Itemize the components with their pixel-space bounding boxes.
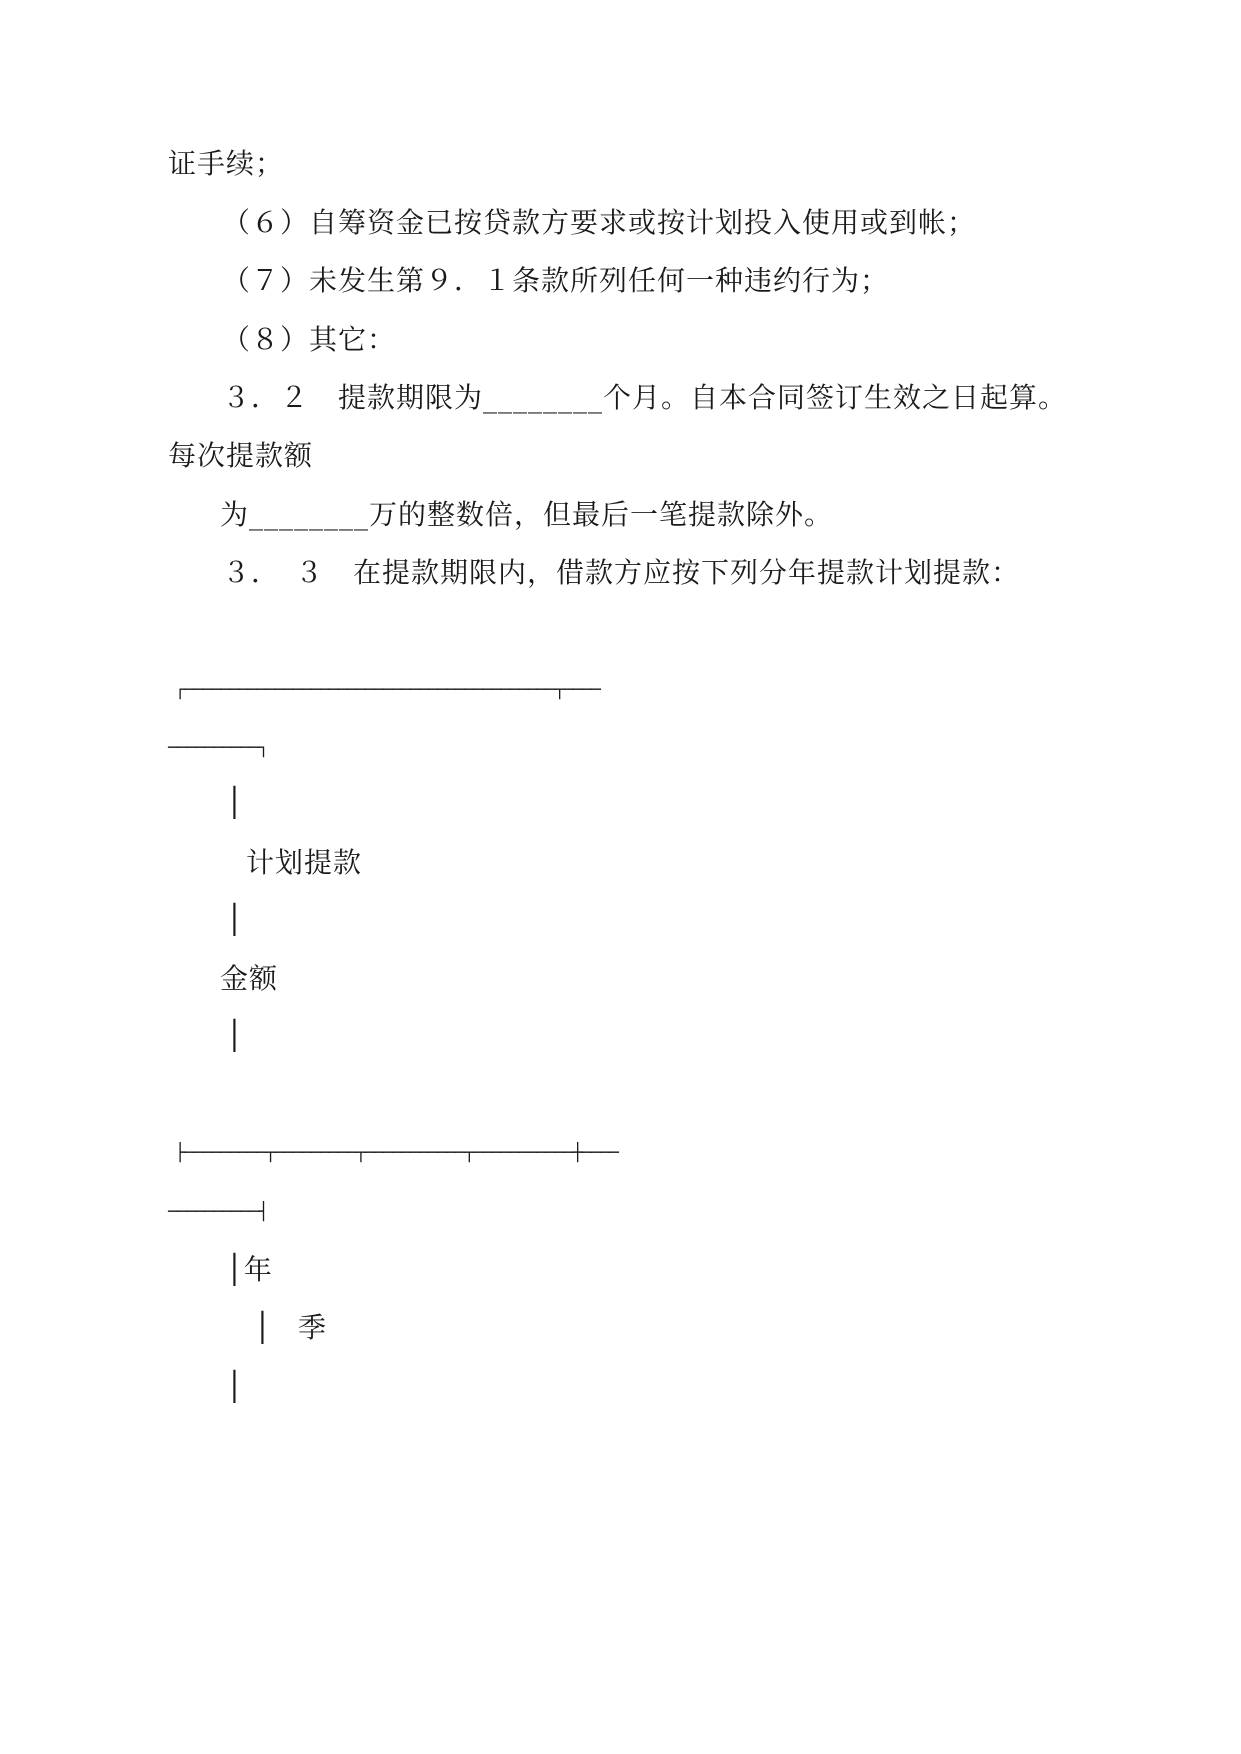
quarter-label: 季 xyxy=(298,1311,328,1344)
table-bar-2: │ xyxy=(226,903,244,936)
text-line-4: （８）其它： xyxy=(222,323,397,356)
text-line-6: 每次提款额 xyxy=(168,439,314,472)
amount-label: 金额 xyxy=(220,962,279,995)
year-label: │年 xyxy=(226,1253,273,1286)
quarter-bar: │ xyxy=(254,1311,272,1344)
text-line-3: （７）未发生第９．１条款所列任何一种违约行为； xyxy=(222,264,890,297)
text-line-8: ３． ３ 在提款期限内，借款方应按下列分年提款计划提款： xyxy=(222,556,1021,589)
table-rule-mid-1: ├─────────┬─────────┬───────────┬───────────┼──── xyxy=(175,1143,618,1163)
table-bar-1: │ xyxy=(226,786,244,819)
table-bar-3: │ xyxy=(226,1019,244,1052)
text-line-7: 为________万的整数倍，但最后一笔提款除外。 xyxy=(220,498,834,531)
table-rule-top-1: ┌─────────────────────────────────────────┬──── xyxy=(175,680,600,700)
table-rule-top-2: ──────────┐ xyxy=(168,738,268,758)
text-line-5: ３．２ 提款期限为________个月。自本合同签订生效之日起算。 xyxy=(222,381,1068,414)
text-line-2: （６）自筹资金已按贷款方要求或按计划投入使用或到帐； xyxy=(222,206,977,239)
table-bar-4: │ xyxy=(226,1370,244,1403)
table-rule-mid-2: ──────────┤ xyxy=(168,1202,268,1222)
planned-withdrawal-label: 计划提款 xyxy=(246,846,363,879)
text-line-1: 证手续； xyxy=(168,147,285,180)
